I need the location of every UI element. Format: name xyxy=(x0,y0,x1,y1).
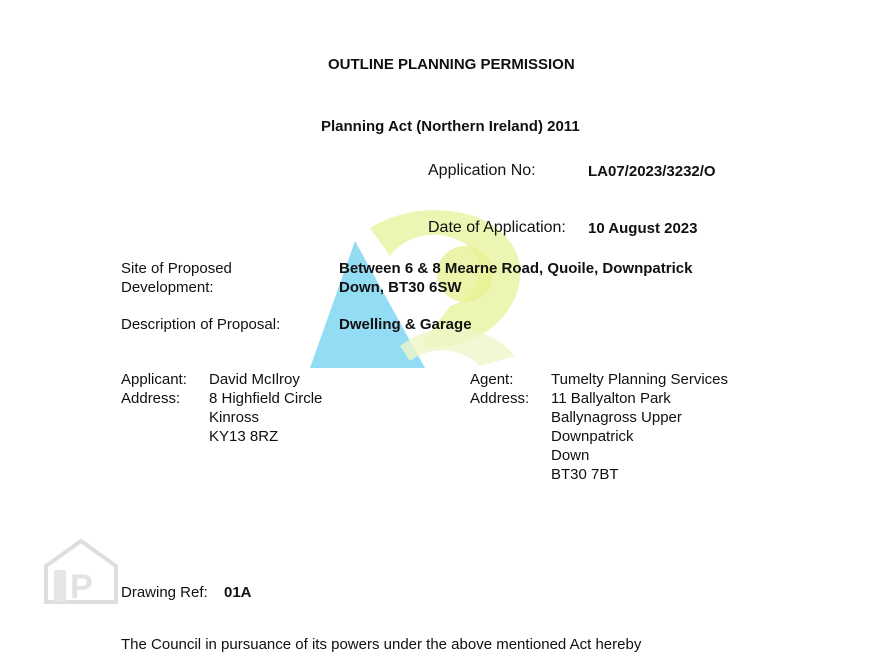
application-no-label: Application No: xyxy=(428,162,536,179)
agent-line: BT30 7BT xyxy=(551,466,619,483)
applicant-label: Applicant: xyxy=(121,371,187,388)
applicant-line: Kinross xyxy=(209,409,260,426)
agent-details xyxy=(551,370,728,484)
date-of-application-value: 10 August 2023 xyxy=(588,220,698,237)
agent-line: Ballynagross Upper xyxy=(551,409,682,426)
site-label xyxy=(121,259,232,297)
date-of-application-label: Date of Application: xyxy=(428,219,566,236)
site-value-line1: Between 6 & 8 Mearne Road, Quoile, Downpatrick xyxy=(339,260,693,277)
application-no-value: LA07/2023/3232/O xyxy=(588,163,716,180)
agent-line: Downpatrick xyxy=(551,428,634,445)
body-text-partial: The Council in pursuance of its powers under the above mentioned Act hereby xyxy=(121,636,642,653)
agent-labels xyxy=(470,370,529,408)
applicant-details xyxy=(209,370,322,446)
property-logo-letter: P xyxy=(70,568,93,606)
description-label: Description of Proposal: xyxy=(121,316,281,333)
applicant-labels xyxy=(121,370,187,408)
applicant-address-label: Address: xyxy=(121,390,181,407)
applicant-line: 8 Highfield Circle xyxy=(209,390,323,407)
agent-line: 11 Ballyalton Park xyxy=(551,390,671,407)
property-pal-icon xyxy=(40,536,122,611)
document-title: OUTLINE PLANNING PERMISSION xyxy=(328,56,575,73)
site-value-line2: Down, BT30 6SW xyxy=(339,279,462,296)
description-value: Dwelling & Garage xyxy=(339,316,472,333)
applicant-line: KY13 8RZ xyxy=(209,428,279,445)
site-label-line1: Site of Proposed xyxy=(121,260,232,277)
applicant-line: David McIlroy xyxy=(209,371,300,388)
agent-line: Tumelty Planning Services xyxy=(551,371,729,388)
drawing-ref-value: 01A xyxy=(224,584,252,601)
planning-act-heading: Planning Act (Northern Ireland) 2011 xyxy=(321,118,580,135)
site-value xyxy=(339,259,692,297)
drawing-ref-label: Drawing Ref: xyxy=(121,584,208,601)
site-label-line2: Development: xyxy=(121,279,214,296)
agent-line: Down xyxy=(551,447,590,464)
agent-address-label: Address: xyxy=(470,390,530,407)
agent-label: Agent: xyxy=(470,371,514,388)
